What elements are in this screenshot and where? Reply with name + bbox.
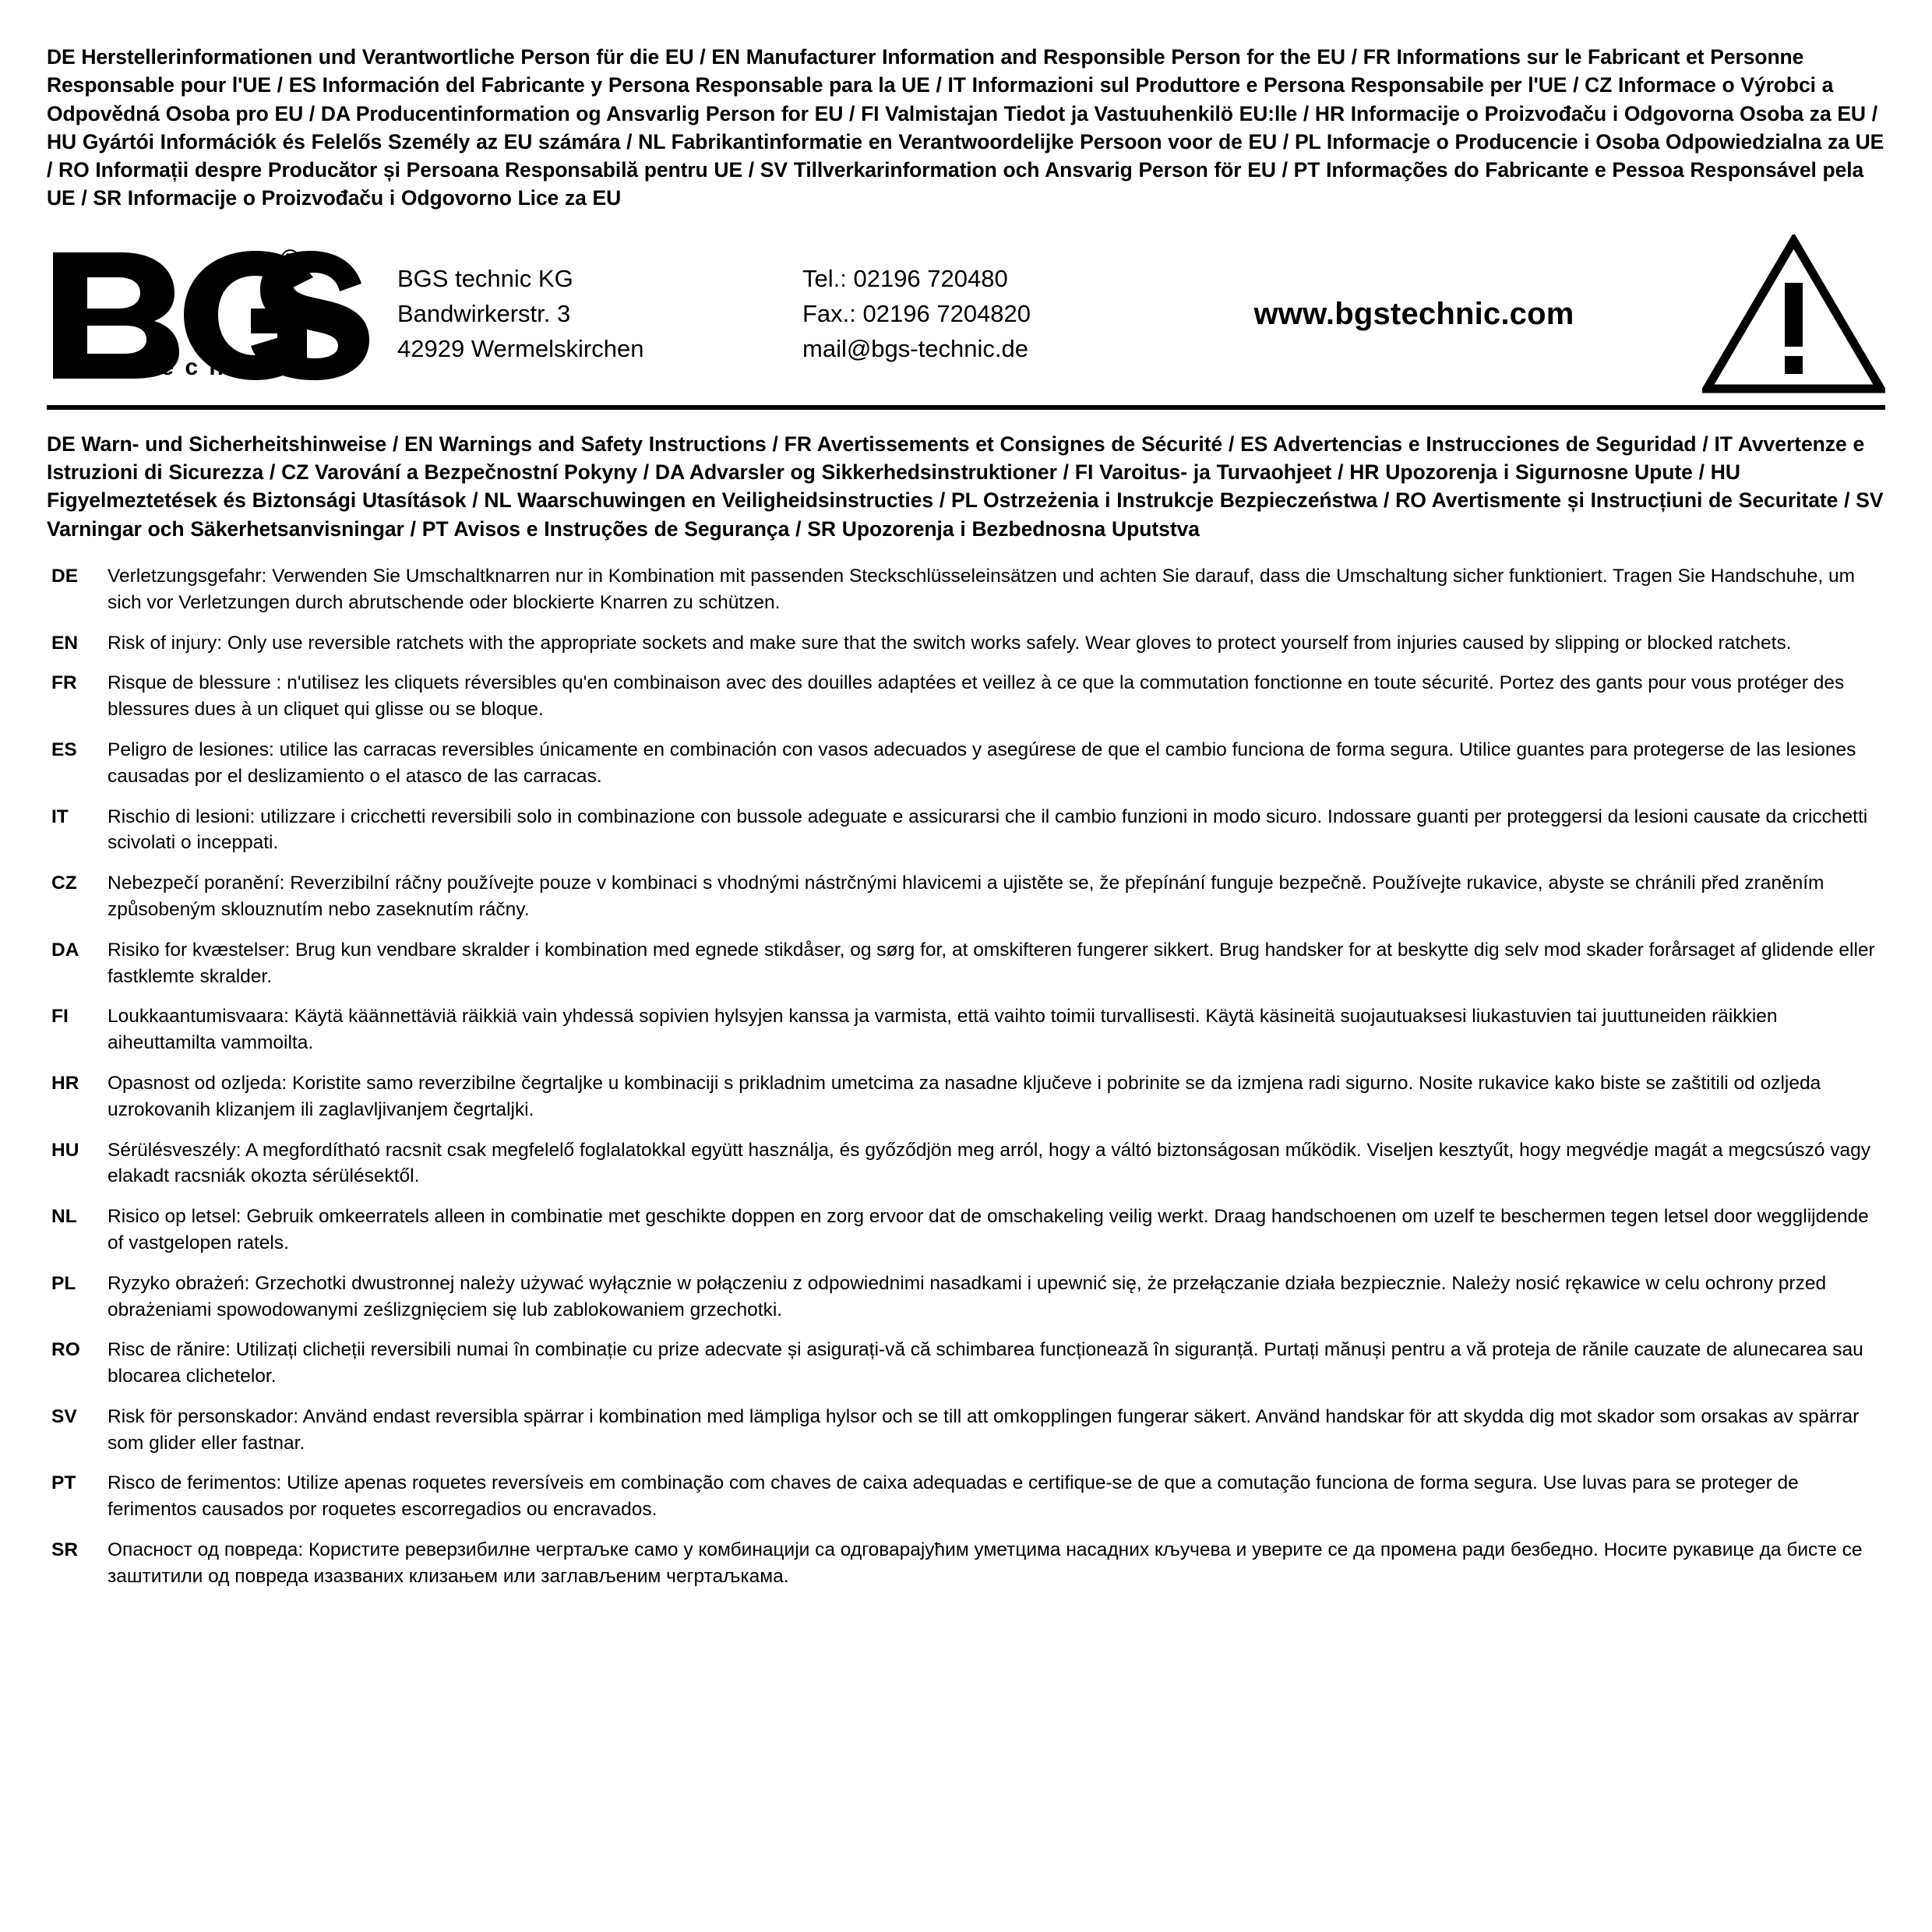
warning-text: Risk of injury: Only use reversible ratchets with the appropriate sockets and make sure that the switch works safely. Wear gloves to protect yourself from injuries caused by slipping or blocked ratchets. [108, 632, 1792, 654]
warning-row-it [47, 804, 1885, 857]
language-code: NL [51, 1206, 77, 1228]
language-code: FR [51, 672, 77, 694]
company-address [382, 262, 802, 367]
warning-row-pl [47, 1271, 1885, 1324]
bgs-logo-graphic [47, 248, 374, 380]
company-name: BGS technic KG [397, 264, 573, 292]
warning-row-es [47, 737, 1885, 790]
company-email[interactable]: mail@bgs-technic.de [802, 334, 1028, 362]
language-code: DA [51, 939, 79, 961]
language-code: FI [51, 1006, 69, 1028]
svg-text:t e c h n i c: t e c h n i c [142, 354, 294, 381]
language-code: HR [51, 1072, 79, 1094]
warning-text: Ryzyko obrażeń: Grzechotki dwustronnej należy używać wyłącznie w połączeniu z odpowiednimi nasadkami i upewnić się, że przełączanie działa bezpiecznie. Należy nosić rękawice w celu ochrony przed obrażeniami spowodowanymi ześlizgnięciem się lub zablokowaniem grzechotki. [108, 1272, 1827, 1320]
warning-row-fi [47, 1003, 1885, 1056]
warning-text: Loukkaantumisvaara: Käytä käännettäviä räikkiä vain yhdessä sopivien hylsyjen kanssa ja varmista, että vaihto toimii turvallisesti. Käytä käsineitä suojautuaksesi liukastuvien tai juuttuneiden räikkien aiheuttamilta vammoilta. [108, 1006, 1778, 1054]
warning-text: Risk för personskador: Använd endast reversibla spärrar i kombination med lämpliga hylsor och se till att omkopplingen fungerar säkert. Använd handskar för att skydda dig mot skador som orsakas av spärrar som glider eller fastnar. [108, 1405, 1860, 1454]
warning-row-fr [47, 670, 1885, 723]
warning-text: Peligro de lesiones: utilice las carracas reversibles únicamente en combinación con vasos adecuados y asegúrese de que el cambio funciona de forma segura. Utilice guantes para protegerse de las lesiones causadas por el deslizamiento o el atasco de las carracas. [108, 739, 1856, 787]
language-code: SV [51, 1405, 77, 1427]
warning-text: Опасност од повреда: Користите реверзибилне чегртаљке само у комбинацији са одговарајућим уметцима насадних кључева и уверите се да промена ради безбедно. Носите рукавице да бисте се заштитили од повреда изазваних клизањем или заглављеним чегртаљкама. [108, 1539, 1863, 1587]
company-tel: Tel.: 02196 720480 [802, 264, 1008, 292]
warning-row-hr [47, 1070, 1885, 1123]
warning-text: Risque de blessure : n'utilisez les cliquets réversibles qu'en combinaison avec des douilles adaptées et veillez à ce que la commutation fonctionne en toute sécurité. Portez des gants pour vous protéger des blessures dues à un cliquet qui glisse ou se bloque. [108, 672, 1845, 721]
warning-text: Risc de rănire: Utilizați clicheții reversibili numai în combinație cu prize adecvate și asigurați-vă că schimbarea funcționează în siguranță. Purtați mănuși pentru a vă proteja de rănile cauzate de alunecarea sau blocarea clichetelor. [108, 1339, 1863, 1387]
company-fax: Fax.: 02196 7204820 [802, 299, 1031, 327]
warning-row-cz [47, 870, 1885, 923]
language-code: IT [51, 806, 69, 827]
language-code: PT [51, 1472, 76, 1494]
language-code: RO [51, 1339, 80, 1361]
language-code: CZ [51, 873, 77, 894]
company-website[interactable]: www.bgstechnic.com [1253, 296, 1574, 331]
language-code: ES [51, 739, 77, 760]
language-code: SR [51, 1539, 79, 1561]
language-code: PL [51, 1272, 76, 1294]
warning-row-hu [47, 1137, 1885, 1190]
svg-text:®: ® [280, 248, 301, 275]
warning-triangle-icon [1683, 234, 1885, 394]
warning-row-pt [47, 1470, 1885, 1523]
warning-text: Verletzungsgefahr: Verwenden Sie Umschaltknarren nur in Kombination mit passenden Steckschlüsseleinsätzen und achten Sie darauf, dass die Umschaltung sicher funktioniert. Tragen Sie Handschuhe, um sich vor Verletzungen durch abrutschende oder blockierte Knarren zu schützen. [108, 565, 1856, 613]
warning-row-de [47, 563, 1885, 616]
company-header-band [47, 227, 1885, 410]
language-code: EN [51, 632, 79, 654]
warnings-list [47, 563, 1885, 1590]
warning-row-sv [47, 1404, 1885, 1457]
warning-row-sr [47, 1537, 1885, 1590]
warning-text: Risco de ferimentos: Utilize apenas roquetes reversíveis em combinação com chaves de caixa adequadas e certifique-se de que a comutação funciona de forma segura. Use luvas para se proteger de ferimentos causados por roquetes escorregadios ou encravados. [108, 1472, 1799, 1521]
bgs-logo [47, 248, 382, 380]
warning-row-ro [47, 1337, 1885, 1390]
language-code: DE [51, 565, 79, 587]
safety-instructions-heading: DE Warn- und Sicherheitshinweise / EN Warnings and Safety Instructions / FR Avertissements et Consignes de Sécurité / ES Advertencias e Instrucciones de Seguridad / IT Avvertenze e Istruzioni di Sicurezza / CZ Varování a Bezpečnostní Pokyny / DA Advarsler og Sikkerhedsinstruktioner / FI Varoitus- ja Turvaohjeet / HR Upozorenja i Sigurnosne Upute / HU Figyelmeztetések és Biztonsági Utasítások / NL Waarschuwingen en Veiligheidsinstructies / PL Ostrzeżenia i Instrukcje Bezpieczeństwa / RO Avertismente și Instrucțiuni de Securitate / SV Varningar och Säkerhetsanvisningar / PT Avisos e Instruções de Segurança / SR Upozorenja i Bezbednosna Uputstva [47, 432, 1884, 541]
company-city: 42929 Wermelskirchen [397, 334, 644, 362]
language-code: HU [51, 1139, 79, 1161]
manufacturer-info-heading: DE Herstellerinformationen und Verantwortliche Person für die EU / EN Manufacturer Information and Responsible Person for the EU / FR Informations sur le Fabricant et Personne Responsable pour l'UE / ES Información del Fabricante y Persona Responsable para la UE / IT Informazioni sul Produttore e Persona Responsabile per l'UE / CZ Informace o Výrobci a Odpovědná Osoba pro EU / DA Producentinformation og Ansvarlig Person for EU / FI Valmistajan Tiedot ja Vastuuhenkilö EU:lle / HR Informacije o Proizvođaču i Odgovorna Osoba za EU / HU Gyártói Információk és Felelős Személy az EU számára / NL Fabrikantinformatie en Verantwoordelijke Persoon voor de EU / PL Informacje o Producencie i Osoba Odpowiedzialna za UE / RO Informații despre Producător și Persoana Responsabilă pentru UE / SV Tillverkarinformation och Ansvarig Person för EU / PT Informações do Fabricante e Pessoa Responsável pela UE / SR Informacije o Proizvođaču i Odgovorno Lice za EU [47, 45, 1884, 210]
warning-text: Nebezpečí poranění: Reverzibilní ráčny používejte pouze v kombinaci s vhodnými nástrčnými hlavicemi a ujistěte se, že přepínání funguje bezpečně. Používejte rukavice, abyste se chránili před zraněním způsobeným sklouznutím nebo zaseknutím ráčny. [108, 873, 1824, 920]
warning-text: Risiko for kvæstelser: Brug kun vendbare skralder i kombination med egnede stikdåser, og sørg for, at omskifteren fungerer sikkert. Brug handsker for at beskytte dig selv mod skader forårsaget af glidende eller fastklemte skralder. [108, 939, 1875, 987]
warning-row-da [47, 937, 1885, 990]
company-street: Bandwirkerstr. 3 [397, 299, 571, 327]
warning-row-en [47, 630, 1885, 657]
warning-text: Opasnost od ozljeda: Koristite samo reverzibilne čegrtaljke u kombinaciji s prikladnim umetcima za nasadne ključeve i pobrinite se da izmjena radi sigurno. Nosite rukavice kako biste se zaštitili od ozljeda uzrokovanih klizanjem ili zaglavljivanjem čegrtaljki. [108, 1072, 1821, 1120]
warning-row-nl [47, 1204, 1885, 1257]
warning-text: Sérülésveszély: A megfordítható racsnit csak megfelelő foglalatokkal együtt használja, és győződjön meg arról, hogy a váltó biztonságosan működik. Viseljen kesztyűt, hogy megvédje magát a megcsúszó vagy elakadt racsniák okozta sérülésektől. [108, 1139, 1870, 1187]
warning-triangle-graphic [1702, 234, 1885, 394]
warning-text: Rischio di lesioni: utilizzare i cricchetti reversibili solo in combinazione con bussole adeguate e assicurarsi che il cambio funzioni in modo sicuro. Indossare guanti per proteggersi da lesioni causate da cricchetti scivolati o inceppati. [108, 806, 1868, 854]
warning-text: Risico op letsel: Gebruik omkeerratels alleen in combinatie met geschikte doppen en zorg ervoor dat de omschakeling veilig werkt. Draag handschoenen om uzelf te beschermen tegen letsel door wegglijdende of vastgelopen ratels. [108, 1206, 1869, 1253]
company-contact [802, 262, 1176, 367]
